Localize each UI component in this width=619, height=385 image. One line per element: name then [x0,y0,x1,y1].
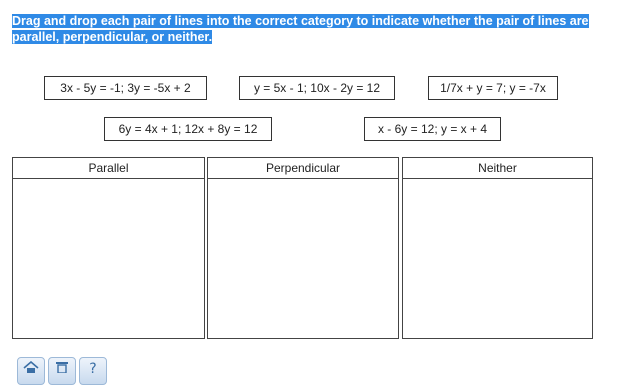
answer-card-label: x - 6y = 12; y = x + 4 [377,122,488,136]
answer-card-2[interactable] [239,76,395,100]
category-bin-perpendicular[interactable] [207,157,399,339]
answer-card-4[interactable] [104,117,272,141]
help-button[interactable] [79,357,107,385]
help-icon: ? [89,361,97,377]
answer-card-label: 1/7x + y = 7; y = -7x [440,81,546,95]
answer-card-label: 6y = 4x + 1; 12x + 8y = 12 [118,122,258,136]
answer-card-label: 3x - 5y = -1; 3y = -5x + 2 [60,81,191,95]
category-header: Perpendicular [208,158,398,179]
category-bin-parallel[interactable] [12,157,205,339]
trash-icon [55,361,69,377]
answer-card-label: y = 5x - 1; 10x - 2y = 12 [253,81,381,95]
home-icon [23,361,39,377]
home-button[interactable] [17,357,45,385]
category-header: Neither [403,158,592,179]
category-header: Parallel [13,158,204,179]
answer-card-1[interactable] [44,76,207,100]
category-bin-neither[interactable] [402,157,593,339]
instructions-text [12,13,612,45]
drop-zone[interactable] [13,179,204,338]
instructions-highlight: Drag and drop each pair of lines into the correct category to indicate whether the pair of lines are parallel, perpendicular, or neither. [12,14,589,44]
drop-zone[interactable] [403,179,592,338]
drop-zone[interactable] [208,179,398,338]
clear-button[interactable] [48,357,76,385]
answer-card-5[interactable] [364,117,501,141]
answer-card-3[interactable] [428,76,558,100]
